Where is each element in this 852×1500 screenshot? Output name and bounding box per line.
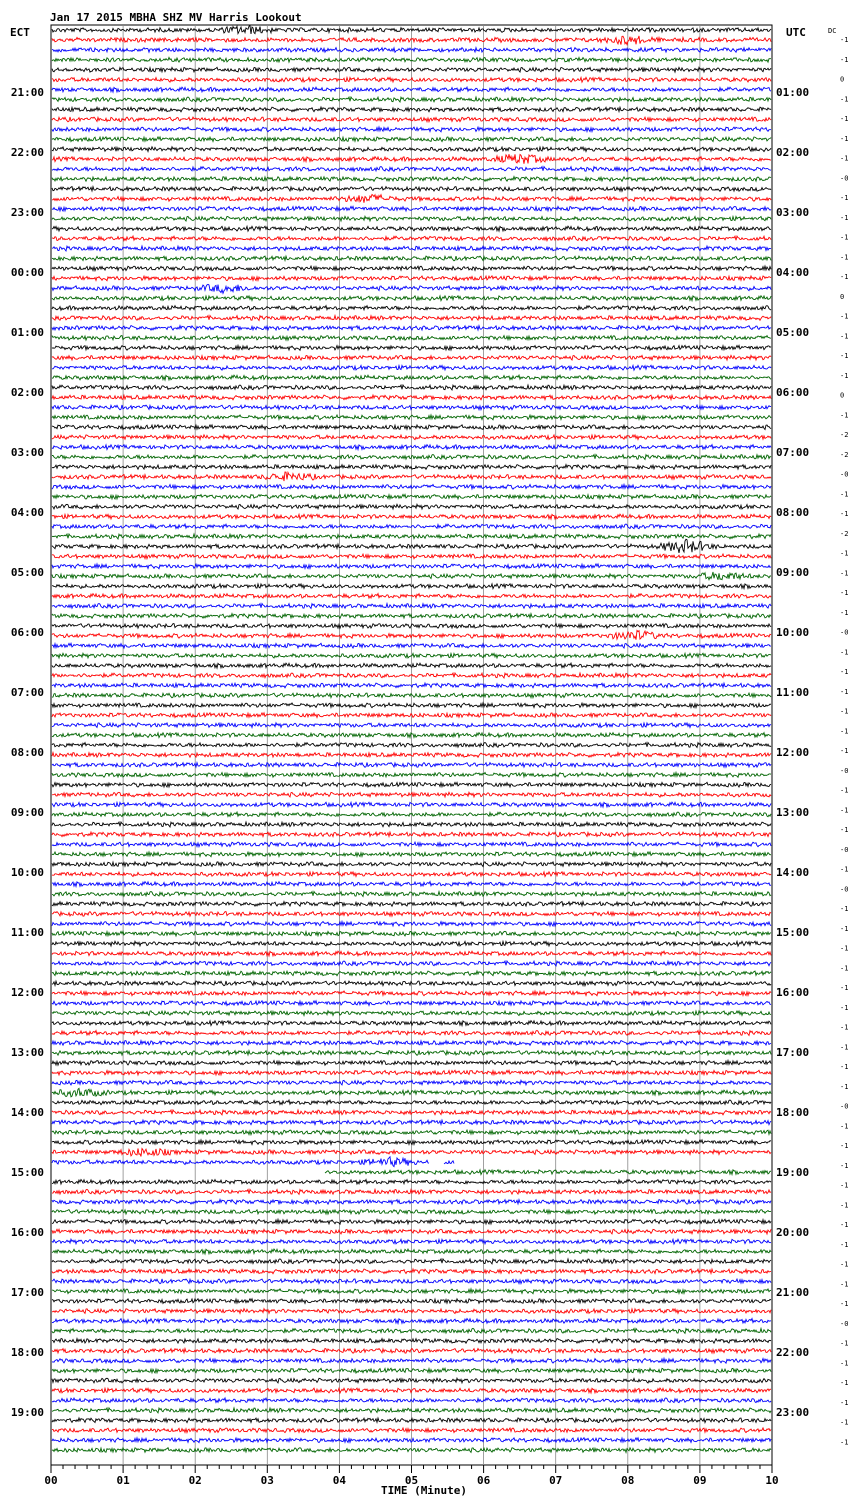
dc-offset-value: -1 [840, 1438, 849, 1447]
right-hour-label: 14:00 [776, 866, 810, 879]
dc-offset-value: -1 [840, 1240, 849, 1249]
x-tick-label: 09 [693, 1474, 707, 1487]
dc-offset-value: -1 [840, 826, 849, 834]
x-tick-label: 00 [44, 1474, 58, 1487]
left-hour-label: 13:00 [10, 1046, 44, 1059]
dc-offset-value: -1 [840, 1300, 849, 1308]
dc-offset-value: -1 [840, 1260, 849, 1269]
right-hour-labels [776, 86, 809, 1419]
dc-offset-value: -1 [840, 1201, 849, 1210]
left-hour-label: 00:00 [10, 266, 44, 279]
right-hour-label: 21:00 [776, 1286, 810, 1299]
left-hour-label: 01:00 [10, 326, 44, 339]
right-hour-label: 16:00 [776, 986, 810, 999]
dc-offset-value: -1 [840, 648, 849, 657]
dc-offset-value: 0 [840, 75, 845, 84]
dc-offset-value: -1 [840, 1398, 849, 1407]
dc-offset-value: -1 [840, 352, 849, 360]
left-hour-label: 14:00 [10, 1106, 44, 1119]
dc-offset-labels [840, 36, 848, 1446]
right-hour-label: 05:00 [776, 326, 810, 339]
dc-offset-value: -1 [840, 371, 849, 380]
left-hour-label: 18:00 [10, 1346, 44, 1359]
dc-offset-value: -1 [840, 1280, 849, 1289]
dc-offset-value: -1 [840, 1142, 849, 1150]
dc-offset-value: -1 [840, 411, 849, 420]
left-hour-label: 10:00 [10, 866, 44, 879]
right-hour-label: 19:00 [776, 1166, 810, 1179]
right-axis-title: UTC [786, 26, 806, 39]
x-tick-label: 01 [116, 1474, 130, 1487]
right-hour-label: 13:00 [776, 806, 810, 819]
dc-offset-value: -1 [840, 608, 849, 617]
dc-offset-value: -2 [840, 431, 849, 439]
x-axis-label: TIME (Minute) [380, 1484, 468, 1497]
dc-offset-value: -1 [840, 510, 849, 518]
dc-offset-value: -1 [840, 1418, 849, 1427]
dc-offset-value: -1 [840, 1122, 849, 1131]
dc-offset-value: -1 [840, 589, 849, 597]
dc-offset-value: -1 [840, 1003, 849, 1012]
left-hour-label: 07:00 [10, 686, 44, 699]
right-hour-label: 15:00 [776, 926, 810, 939]
dc-offset-value: -1 [840, 154, 849, 163]
right-hour-label: 20:00 [776, 1226, 810, 1239]
dc-offset-value: 0 [840, 391, 845, 400]
dc-offset-value: -0 [840, 174, 849, 183]
right-hour-label: 09:00 [776, 566, 810, 579]
dc-offset-value: -2 [840, 529, 849, 538]
left-hour-label: 06:00 [10, 626, 44, 639]
left-hour-label: 02:00 [10, 386, 44, 399]
left-hour-label: 23:00 [10, 206, 44, 219]
right-hour-label: 11:00 [776, 686, 810, 699]
right-hour-label: 12:00 [776, 746, 810, 759]
dc-offset-value: -1 [840, 786, 849, 795]
left-axis-title: ECT [10, 26, 30, 39]
dc-offset-value: -1 [840, 944, 849, 953]
dc-offset-value: -1 [840, 1082, 849, 1091]
dc-offset-value: -1 [840, 806, 849, 815]
left-hour-label: 15:00 [10, 1166, 44, 1179]
right-hour-label: 10:00 [776, 626, 810, 639]
dc-offset-value: 0 [840, 292, 845, 301]
dc-offset-value: -1 [840, 36, 849, 44]
dc-offset-value: -1 [840, 273, 849, 281]
dc-offset-value: -1 [840, 668, 849, 676]
chart-title: Jan 17 2015 MBHA SHZ MV Harris Lookout [50, 11, 302, 24]
left-hour-label: 21:00 [10, 86, 44, 99]
dc-offset-value: -0 [840, 628, 849, 637]
dc-offset-value: -1 [840, 984, 849, 992]
x-tick-label: 07 [549, 1474, 563, 1487]
dc-offset-value: -1 [840, 490, 849, 499]
left-hour-label: 12:00 [10, 986, 44, 999]
dc-offset-value: -1 [840, 312, 849, 321]
right-hour-label: 23:00 [776, 1406, 810, 1419]
dc-offset-value: -1 [840, 964, 849, 973]
dc-offset-value: -1 [840, 1161, 849, 1170]
dc-offset-value: -1 [840, 1063, 849, 1071]
right-hour-label: 02:00 [776, 146, 810, 159]
dc-offset-value: -1 [840, 1181, 849, 1190]
x-tick-label: 04 [332, 1474, 347, 1487]
left-hour-label: 11:00 [10, 926, 44, 939]
dc-offset-value: -1 [840, 233, 849, 242]
left-hour-label: 22:00 [10, 146, 44, 159]
dc-offset-value: -1 [840, 1339, 849, 1348]
left-hour-label: 08:00 [10, 746, 44, 759]
right-hour-label: 06:00 [776, 386, 810, 399]
left-hour-labels [11, 86, 44, 1419]
left-hour-label: 09:00 [10, 806, 44, 819]
dc-offset-value: -1 [840, 55, 849, 64]
right-hour-label: 04:00 [776, 266, 810, 279]
dc-offset-value: -1 [840, 1023, 849, 1032]
x-tick-label: 03 [260, 1474, 274, 1487]
trace-row-114 [52, 1157, 454, 1167]
right-hour-label: 08:00 [776, 506, 810, 519]
dc-offset-value: -1 [840, 569, 849, 578]
dc-offset-value: -1 [840, 213, 849, 222]
x-tick-label: 02 [188, 1474, 202, 1487]
dc-offset-value: -1 [840, 687, 849, 696]
dc-offset-value: -1 [840, 1379, 849, 1387]
right-hour-label: 17:00 [776, 1046, 810, 1059]
dc-offset-value: -1 [840, 194, 849, 202]
dc-offset-value: -1 [840, 1359, 849, 1368]
dc-offset-value: -1 [840, 905, 849, 913]
dc-offset-value: -0 [840, 845, 849, 854]
dc-offset-value: -2 [840, 450, 849, 459]
right-hour-label: 03:00 [776, 206, 810, 219]
right-hour-label: 22:00 [776, 1346, 810, 1359]
dc-offset-value: -1 [840, 924, 849, 933]
dc-offset-value: -1 [840, 115, 849, 123]
dc-offset-value: -0 [840, 885, 849, 894]
right-hour-label: 07:00 [776, 446, 810, 459]
dc-offset-value: -0 [840, 766, 849, 775]
dc-header: DC [828, 27, 837, 35]
dc-offset-value: -1 [840, 95, 849, 104]
dc-offset-value: -1 [840, 332, 849, 341]
left-hour-label: 05:00 [10, 566, 44, 579]
right-hour-label: 18:00 [776, 1106, 810, 1119]
dc-offset-value: -1 [840, 747, 849, 755]
left-hour-label: 16:00 [10, 1226, 44, 1239]
left-hour-label: 03:00 [10, 446, 44, 459]
dc-offset-value: -1 [840, 134, 849, 143]
x-tick-label: 06 [476, 1474, 491, 1487]
x-tick-label: 05 [404, 1474, 419, 1487]
left-hour-label: 04:00 [10, 506, 44, 519]
dc-offset-value: -1 [840, 253, 849, 262]
x-tick-label: 08 [621, 1474, 635, 1487]
dc-offset-value: -1 [840, 1221, 849, 1229]
right-hour-label: 01:00 [776, 86, 810, 99]
dc-offset-value: -1 [840, 1043, 849, 1052]
dc-offset-value: -0 [840, 1319, 849, 1328]
dc-offset-value: -1 [840, 707, 849, 716]
dc-offset-value: -1 [840, 549, 849, 558]
dc-offset-value: -1 [840, 727, 849, 736]
left-hour-label: 19:00 [10, 1406, 44, 1419]
dc-offset-value: -0 [840, 470, 849, 479]
left-hour-label: 17:00 [10, 1286, 44, 1299]
x-tick-label: 10 [765, 1474, 779, 1487]
trace-row-115 [325, 1170, 771, 1175]
dc-offset-value: -1 [840, 865, 849, 874]
dc-offset-value: -0 [840, 1102, 849, 1111]
